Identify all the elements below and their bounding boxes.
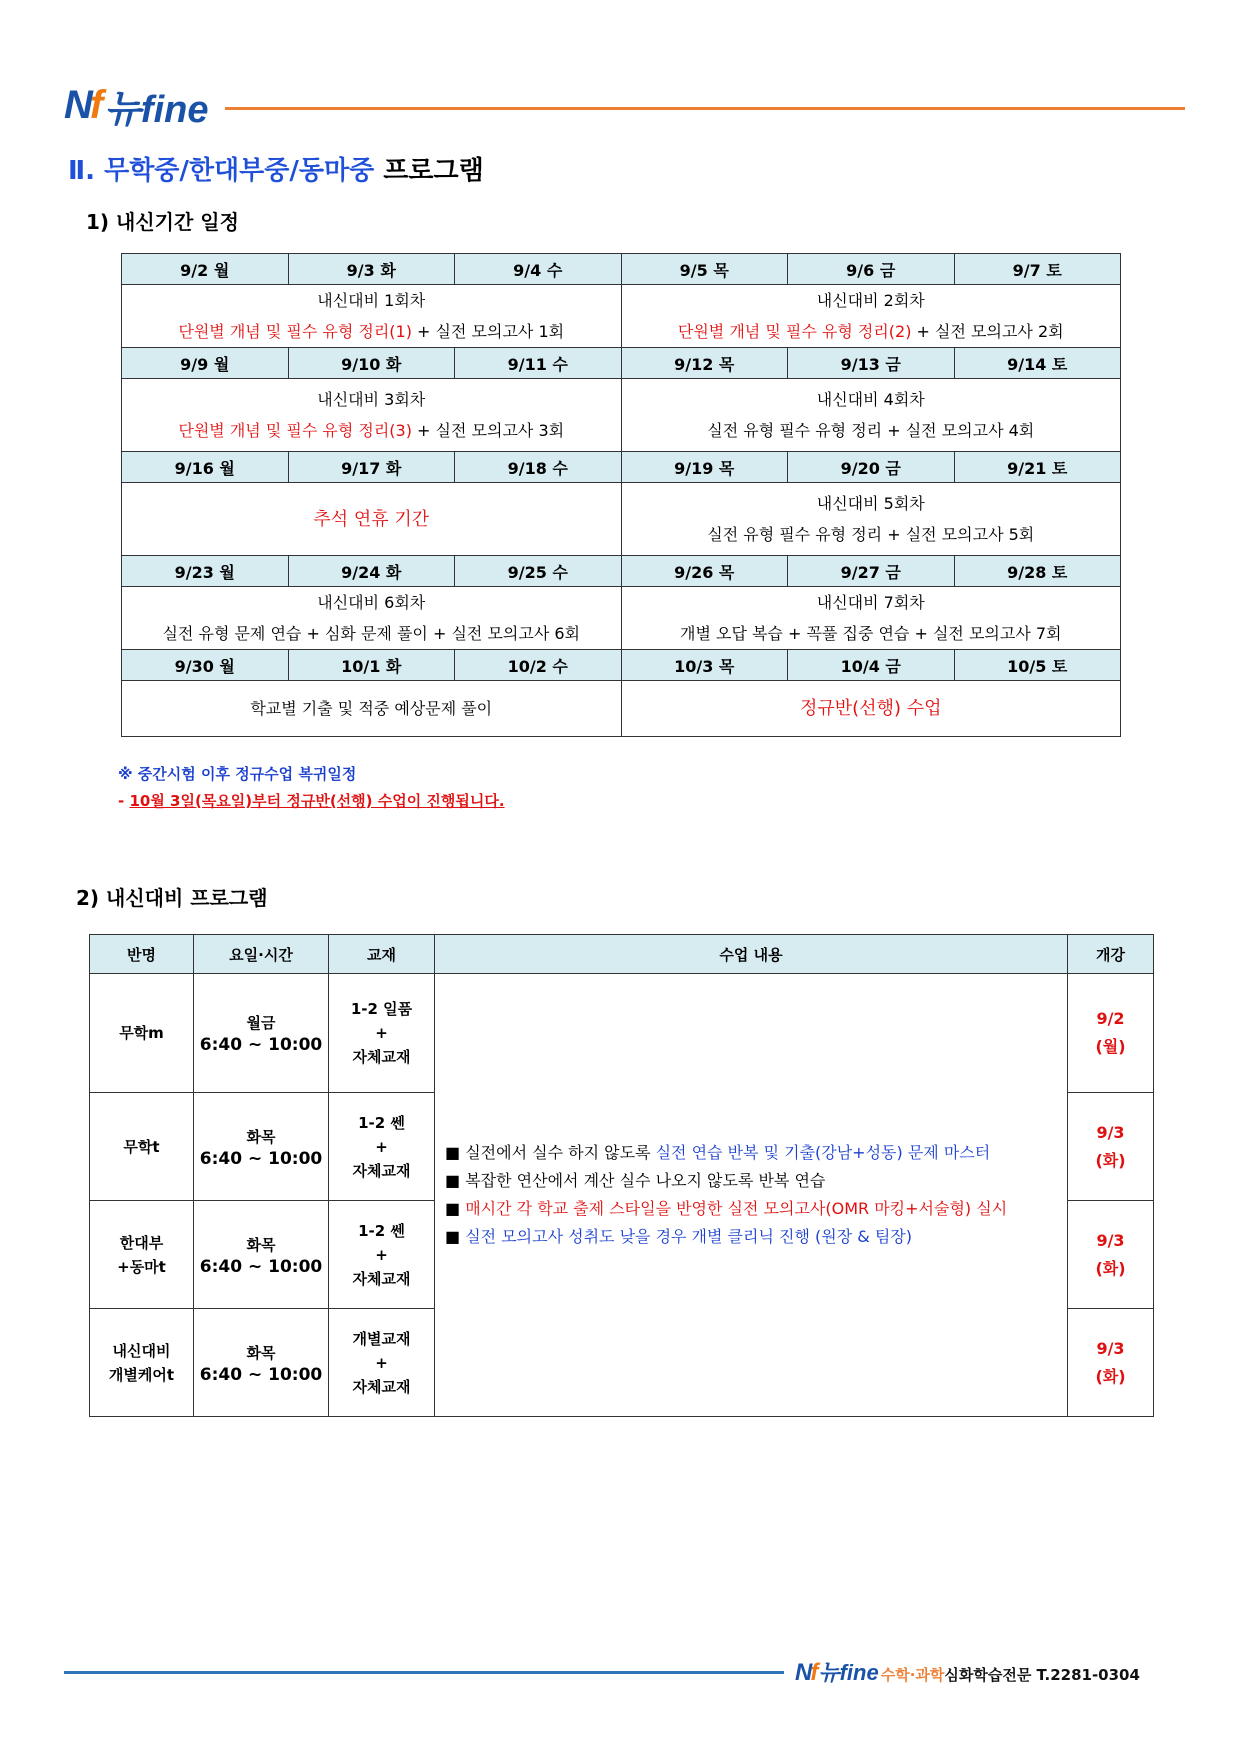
footer-logo-name: 뉴fine: [818, 1660, 879, 1685]
session-detail: [622, 618, 1121, 649]
session-detail-text: 개별 오답 복습 + 꼭풀 집중 연습 + 실전 모의고사 7회: [679, 624, 1062, 643]
session-detail-text: + 실전 모의고사 1회: [411, 322, 565, 341]
schedule-day-cell: 9/5 목: [621, 254, 788, 285]
schedule-day-cell: 9/3 화: [288, 254, 455, 285]
schedule-day-cell: 9/24 화: [288, 556, 455, 587]
program-row: [90, 974, 1154, 1093]
schedule-day-cell: 9/11 수: [455, 348, 622, 379]
schedule-day-cell: 9/17 화: [288, 452, 455, 483]
program-title: 2) 내신대비 프로그램: [76, 886, 268, 910]
start-date: 9/3: [1096, 1122, 1125, 1142]
class-name-cell: [90, 1309, 194, 1417]
regular-class-label: 정규반(선행) 수업: [800, 698, 942, 719]
schedule-day-cell: 9/20 금: [788, 452, 955, 483]
book-plus: +: [375, 1024, 388, 1042]
class-content-cell: [435, 974, 1068, 1417]
start-date: 9/3: [1096, 1230, 1125, 1250]
book-plus: +: [375, 1137, 388, 1156]
class-name: 내신대비 개별케어t: [108, 1341, 175, 1384]
book-own: 자체교재: [352, 1048, 411, 1066]
schedule-session-cell: [621, 379, 1121, 452]
book-plus: +: [375, 1353, 388, 1372]
schedule-day-cell: 9/21 토: [954, 452, 1121, 483]
book-main: 1-2 쎈: [358, 1113, 405, 1132]
footer-tagline: 심화학습전문 T.2281-0304: [944, 1666, 1140, 1684]
program-table: [89, 934, 1154, 1417]
schedule-day-row: [122, 650, 1121, 681]
schedule-day-cell: 9/2 월: [122, 254, 289, 285]
content-text: ■: [445, 1227, 466, 1246]
session-title: 내신대비 2회차: [816, 291, 925, 310]
session-detail-text: + 실전 모의고사 3회: [411, 421, 565, 440]
session-detail-text: 실전 유형 필수 유형 정리 + 실전 모의고사 4회: [707, 421, 1035, 440]
schedule-day-cell: 9/14 토: [954, 348, 1121, 379]
session-detail-red: 단원별 개념 및 필수 유형 정리(2): [677, 322, 912, 341]
session-title: 내신대비 3회차: [317, 390, 426, 409]
schedule-day-cell: 9/26 목: [621, 556, 788, 587]
book-own: 자체교재: [352, 1161, 411, 1180]
start-date: 9/3: [1096, 1338, 1125, 1358]
schedule-day-cell: 9/9 월: [122, 348, 289, 379]
schedule-day-cell: 10/3 목: [621, 650, 788, 681]
schedule-day-row: [122, 348, 1121, 379]
header-book: 교재: [329, 935, 435, 974]
schedule-day-cell: 9/16 월: [122, 452, 289, 483]
start-day: (화): [1095, 1258, 1126, 1278]
session-detail-text: 실전 유형 필수 유형 정리 + 실전 모의고사 5회: [707, 525, 1035, 544]
session-title: 내신대비 4회차: [816, 390, 925, 409]
session-detail: [122, 316, 621, 347]
schedule-day-row: [122, 254, 1121, 285]
class-book-cell: [329, 974, 435, 1093]
class-time-cell: [194, 1309, 329, 1417]
schedule-title: 1) 내신기간 일정: [86, 210, 239, 234]
book-main: 1-2 일품: [350, 1000, 413, 1018]
schedule-day-row: [122, 556, 1121, 587]
schedule-day-cell: 9/7 토: [954, 254, 1121, 285]
header-class: 반명: [90, 935, 194, 974]
logo-name: 뉴fine: [104, 88, 209, 131]
class-start-cell: [1068, 1309, 1154, 1417]
session-title: 내신대비 6회차: [317, 593, 426, 612]
class-name: 한대부 +동마t: [117, 1233, 166, 1276]
session-detail: [122, 618, 621, 649]
class-start-cell: [1068, 1093, 1154, 1201]
session-plain: 학교별 기출 및 적중 예상문제 풀이: [250, 699, 493, 718]
session-detail-red: 단원별 개념 및 필수 유형 정리(3): [178, 421, 412, 440]
content-text-blue: 실전 모의고사 성취도 낮을 경우 개별 클리닉 진행 (원장 & 팀장): [465, 1227, 912, 1246]
schedule-day-cell: 9/23 월: [122, 556, 289, 587]
class-time: 6:40 ~ 10:00: [199, 1035, 323, 1055]
class-day: 화목: [246, 1235, 276, 1254]
class-name-cell: [90, 974, 194, 1093]
class-day: 화목: [246, 1127, 276, 1146]
class-name: 무학m: [119, 1024, 164, 1042]
section-number: Ⅱ.: [68, 156, 96, 186]
schedule-session-cell: [621, 285, 1121, 348]
book-main: 1-2 쎈: [358, 1221, 405, 1240]
schedule-content-row: [122, 379, 1121, 452]
session-detail: [622, 316, 1121, 347]
schedule-content-row: [122, 681, 1121, 737]
schedule-day-cell: 10/4 금: [788, 650, 955, 681]
header-time: 요일·시간: [194, 935, 329, 974]
schedule-session-cell: [122, 587, 622, 650]
footer: [795, 1656, 1140, 1687]
class-name-cell: [90, 1093, 194, 1201]
schedule-day-cell: 9/19 목: [621, 452, 788, 483]
class-time-cell: [194, 1093, 329, 1201]
schedule-session-cell: [621, 681, 1121, 737]
class-name-cell: [90, 1201, 194, 1309]
section-schools: 무학중/한대부중/동마중: [104, 156, 375, 186]
start-day: (월): [1095, 1037, 1126, 1056]
class-time: 6:40 ~ 10:00: [199, 1256, 323, 1277]
schedule-day-cell: 9/18 수: [455, 452, 622, 483]
session-title: 내신대비 5회차: [816, 494, 925, 513]
session-title: 내신대비 7회차: [816, 593, 925, 612]
header-divider: [225, 107, 1185, 110]
content-line: [445, 1195, 1067, 1223]
footer-subject: 수학·과학: [880, 1666, 945, 1684]
start-date: 9/2: [1096, 1009, 1125, 1028]
content-line: [445, 1223, 1067, 1251]
session-detail-text: 실전 유형 문제 연습 + 심화 문제 풀이 + 실전 모의고사 6회: [162, 624, 580, 643]
header-start: 개강: [1068, 935, 1154, 974]
class-time-cell: [194, 974, 329, 1093]
content-line: [445, 1139, 1067, 1167]
schedule-note: - 10월 3일(목요일)부터 정규반(선행) 수업이 진행됩니다.: [118, 792, 505, 810]
class-time: 6:40 ~ 10:00: [199, 1148, 323, 1169]
footer-logo-mark: Nf: [795, 1659, 817, 1686]
schedule-day-cell: 9/4 수: [455, 254, 622, 285]
schedule-day-cell: 9/13 금: [788, 348, 955, 379]
schedule-day-cell: 9/30 월: [122, 650, 289, 681]
content-text: ■ 복잡한 연산에서 계산 실수 나오지 않도록 반복 연습: [445, 1171, 826, 1190]
content-text: ■ 실전에서 실수 하지 않도록: [445, 1143, 656, 1162]
class-time: 6:40 ~ 10:00: [199, 1364, 323, 1385]
book-own: 자체교재: [352, 1377, 411, 1396]
schedule-day-cell: 9/28 토: [954, 556, 1121, 587]
page-title: [68, 150, 484, 187]
schedule-day-row: [122, 452, 1121, 483]
class-start-cell: [1068, 974, 1154, 1093]
schedule-note-heading: ※ 중간시험 이후 정규수업 복귀일정: [118, 765, 357, 783]
content-text-blue: 실전 연습 반복 및 기출(강남+성동) 문제 마스터: [655, 1143, 991, 1162]
content-text: ■: [445, 1199, 466, 1218]
schedule-day-cell: 10/1 화: [288, 650, 455, 681]
schedule-table: [121, 253, 1121, 737]
class-book-cell: [329, 1201, 435, 1309]
logo-mark: Nf: [64, 82, 101, 127]
content-text-red: 매시간 각 학교 출제 스타일을 반영한 실전 모의고사(OMR 마킹+서술형) 실시: [465, 1199, 1008, 1218]
session-detail: [122, 415, 621, 446]
session-detail-text: + 실전 모의고사 2회: [911, 322, 1064, 341]
schedule-day-cell: 9/25 수: [455, 556, 622, 587]
class-day: 월금: [246, 1014, 276, 1032]
class-book-cell: [329, 1309, 435, 1417]
schedule-day-cell: 9/10 화: [288, 348, 455, 379]
schedule-session-cell: [122, 483, 622, 556]
header-content: 수업 내용: [435, 935, 1068, 974]
class-start-cell: [1068, 1201, 1154, 1309]
schedule-content-row: [122, 587, 1121, 650]
session-detail-red: 단원별 개념 및 필수 유형 정리(1): [178, 322, 412, 341]
schedule-day-cell: 10/2 수: [455, 650, 622, 681]
session-detail: [622, 519, 1121, 550]
schedule-day-cell: 9/12 목: [621, 348, 788, 379]
class-day: 화목: [246, 1343, 276, 1362]
schedule-day-cell: 9/6 금: [788, 254, 955, 285]
section-suffix: 프로그램: [383, 156, 484, 186]
book-plus: +: [375, 1245, 388, 1264]
start-day: (화): [1095, 1366, 1126, 1386]
class-name: 무학t: [123, 1137, 160, 1156]
schedule-session-cell: [122, 285, 622, 348]
schedule-session-cell: [621, 483, 1121, 556]
schedule-content-row: [122, 285, 1121, 348]
schedule-content-row: [122, 483, 1121, 556]
schedule-day-cell: 9/27 금: [788, 556, 955, 587]
schedule-session-cell: [621, 587, 1121, 650]
content-line: [445, 1167, 1067, 1195]
session-detail: [622, 415, 1121, 446]
class-book-cell: [329, 1093, 435, 1201]
schedule-day-cell: 10/5 토: [954, 650, 1121, 681]
book-main: 개별교재: [352, 1329, 411, 1348]
schedule-session-cell: [122, 379, 622, 452]
schedule-session-cell: [122, 681, 622, 737]
header-logo: [64, 80, 209, 130]
footer-divider: [64, 1671, 784, 1674]
book-own: 자체교재: [352, 1269, 411, 1288]
session-title: 내신대비 1회차: [317, 291, 426, 310]
holiday-label: 추석 연휴 기간: [313, 508, 430, 530]
class-time-cell: [194, 1201, 329, 1309]
start-day: (화): [1095, 1150, 1126, 1170]
